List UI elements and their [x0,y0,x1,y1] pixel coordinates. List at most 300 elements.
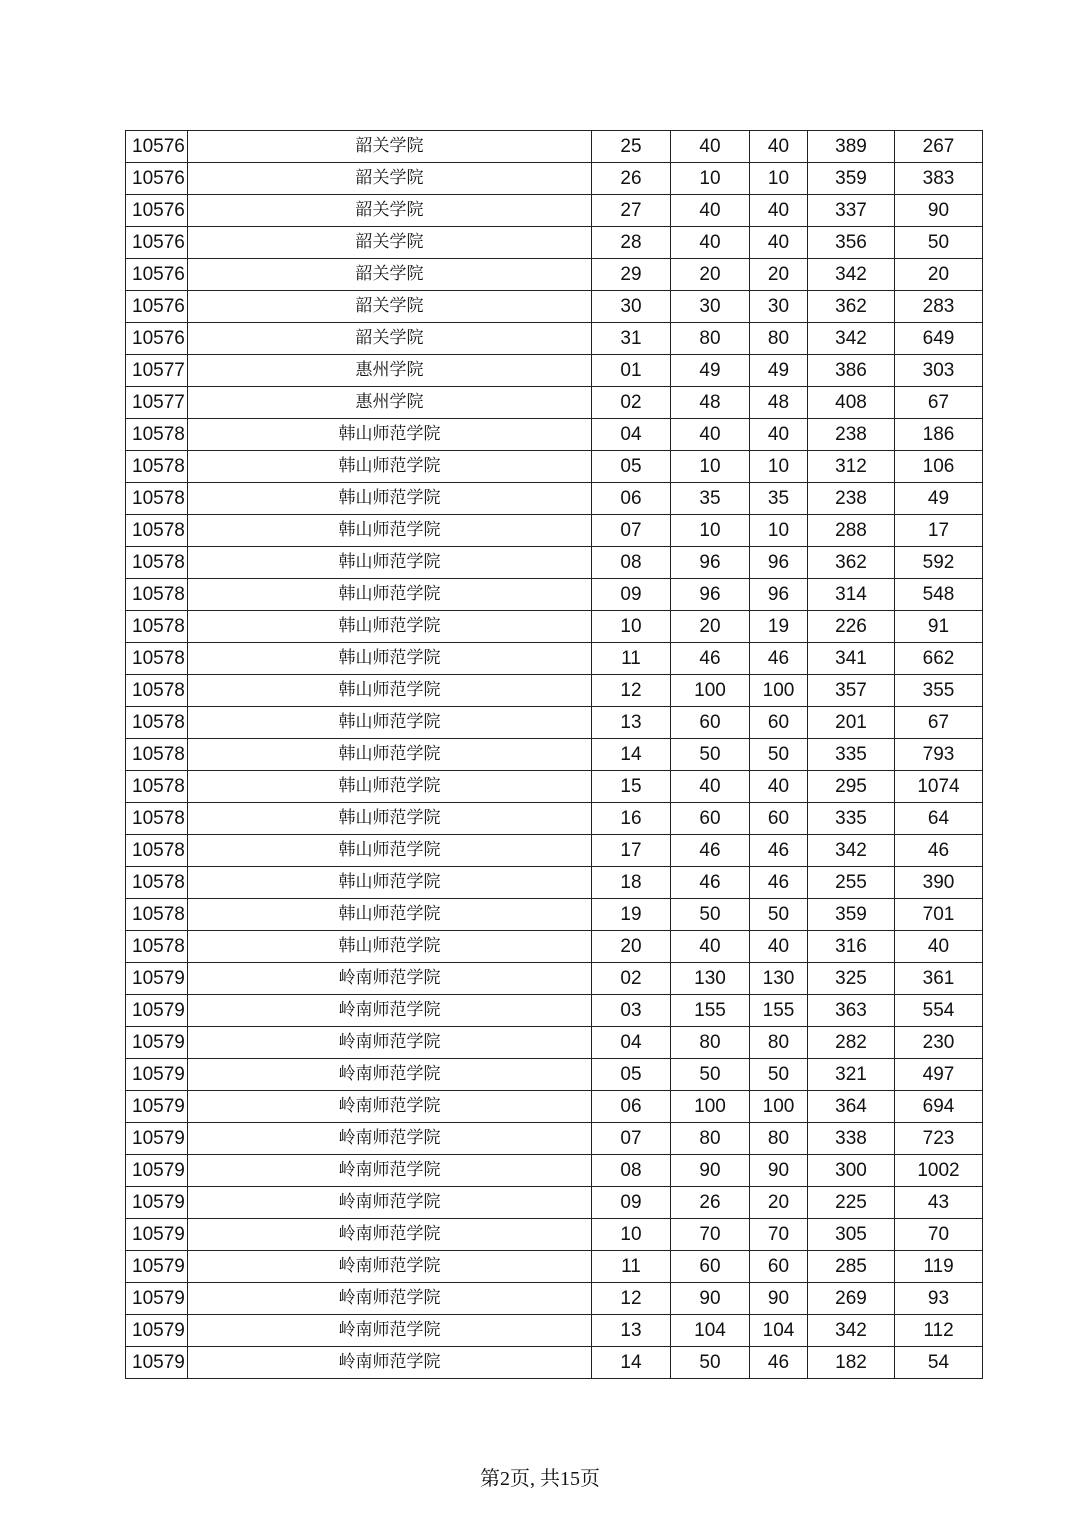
school-name-cell: 岭南师范学院 [188,1091,592,1123]
major-code-cell: 05 [592,451,671,483]
school-code-cell: 10578 [126,483,188,515]
plan-count-cell: 46 [671,867,750,899]
admission-data-table [125,130,983,1379]
score-cell: 201 [808,707,895,739]
rank-cell: 701 [895,899,983,931]
rank-cell: 497 [895,1059,983,1091]
major-code-cell: 26 [592,163,671,195]
plan-count-cell: 40 [671,419,750,451]
table-row [126,1027,983,1059]
table-row [126,227,983,259]
score-cell: 225 [808,1187,895,1219]
school-name-cell: 韶关学院 [188,259,592,291]
school-code-cell: 10578 [126,771,188,803]
school-name-cell: 岭南师范学院 [188,1187,592,1219]
school-name-cell: 岭南师范学院 [188,1283,592,1315]
school-name-cell: 韩山师范学院 [188,739,592,771]
score-cell: 238 [808,483,895,515]
table-row [126,483,983,515]
score-cell: 342 [808,835,895,867]
score-cell: 282 [808,1027,895,1059]
school-name-cell: 韶关学院 [188,323,592,355]
plan-count-cell: 26 [671,1187,750,1219]
school-name-cell: 岭南师范学院 [188,1219,592,1251]
school-name-cell: 岭南师范学院 [188,1251,592,1283]
enrolled-count-cell: 100 [750,1091,808,1123]
school-name-cell: 韩山师范学院 [188,931,592,963]
school-code-cell: 10578 [126,611,188,643]
major-code-cell: 28 [592,227,671,259]
school-code-cell: 10578 [126,643,188,675]
rank-cell: 548 [895,579,983,611]
school-name-cell: 韩山师范学院 [188,419,592,451]
school-code-cell: 10579 [126,1251,188,1283]
plan-count-cell: 90 [671,1155,750,1187]
table-row [126,835,983,867]
school-code-cell: 10579 [126,1027,188,1059]
major-code-cell: 02 [592,387,671,419]
table-body [126,131,983,1379]
school-code-cell: 10579 [126,1155,188,1187]
school-code-cell: 10576 [126,259,188,291]
school-code-cell: 10578 [126,835,188,867]
enrolled-count-cell: 60 [750,707,808,739]
plan-count-cell: 10 [671,515,750,547]
table-row [126,995,983,1027]
major-code-cell: 04 [592,419,671,451]
major-code-cell: 19 [592,899,671,931]
table-row [126,899,983,931]
score-cell: 357 [808,675,895,707]
table-row [126,739,983,771]
rank-cell: 93 [895,1283,983,1315]
school-code-cell: 10578 [126,739,188,771]
rank-cell: 1002 [895,1155,983,1187]
score-cell: 314 [808,579,895,611]
score-cell: 285 [808,1251,895,1283]
table-row [126,1059,983,1091]
rank-cell: 793 [895,739,983,771]
rank-cell: 112 [895,1315,983,1347]
enrolled-count-cell: 20 [750,259,808,291]
table-row [126,867,983,899]
enrolled-count-cell: 49 [750,355,808,387]
table-row [126,1091,983,1123]
school-code-cell: 10579 [126,1283,188,1315]
major-code-cell: 31 [592,323,671,355]
major-code-cell: 29 [592,259,671,291]
table-row [126,1347,983,1379]
rank-cell: 64 [895,803,983,835]
table-row [126,1187,983,1219]
school-code-cell: 10578 [126,451,188,483]
major-code-cell: 12 [592,675,671,707]
score-cell: 255 [808,867,895,899]
score-cell: 386 [808,355,895,387]
school-code-cell: 10579 [126,1315,188,1347]
table-row [126,355,983,387]
plan-count-cell: 40 [671,131,750,163]
enrolled-count-cell: 40 [750,131,808,163]
school-code-cell: 10578 [126,419,188,451]
school-code-cell: 10578 [126,803,188,835]
plan-count-cell: 104 [671,1315,750,1347]
rank-cell: 49 [895,483,983,515]
score-cell: 300 [808,1155,895,1187]
enrolled-count-cell: 104 [750,1315,808,1347]
school-name-cell: 岭南师范学院 [188,1123,592,1155]
plan-count-cell: 46 [671,643,750,675]
enrolled-count-cell: 48 [750,387,808,419]
plan-count-cell: 50 [671,739,750,771]
school-code-cell: 10579 [126,1091,188,1123]
major-code-cell: 11 [592,1251,671,1283]
table-row [126,515,983,547]
table-row [126,163,983,195]
major-code-cell: 04 [592,1027,671,1059]
score-cell: 312 [808,451,895,483]
school-name-cell: 韶关学院 [188,195,592,227]
rank-cell: 106 [895,451,983,483]
table-row [126,547,983,579]
rank-cell: 694 [895,1091,983,1123]
enrolled-count-cell: 46 [750,643,808,675]
table-row [126,643,983,675]
plan-count-cell: 70 [671,1219,750,1251]
major-code-cell: 06 [592,483,671,515]
major-code-cell: 12 [592,1283,671,1315]
school-code-cell: 10576 [126,291,188,323]
rank-cell: 119 [895,1251,983,1283]
table-row [126,1219,983,1251]
enrolled-count-cell: 30 [750,291,808,323]
plan-count-cell: 80 [671,1123,750,1155]
plan-count-cell: 20 [671,611,750,643]
school-name-cell: 韩山师范学院 [188,483,592,515]
major-code-cell: 10 [592,611,671,643]
major-code-cell: 07 [592,515,671,547]
enrolled-count-cell: 130 [750,963,808,995]
major-code-cell: 13 [592,1315,671,1347]
plan-count-cell: 96 [671,547,750,579]
plan-count-cell: 60 [671,707,750,739]
score-cell: 408 [808,387,895,419]
score-cell: 269 [808,1283,895,1315]
school-name-cell: 岭南师范学院 [188,1027,592,1059]
table-row [126,291,983,323]
plan-count-cell: 48 [671,387,750,419]
school-name-cell: 韩山师范学院 [188,675,592,707]
plan-count-cell: 46 [671,835,750,867]
score-cell: 362 [808,291,895,323]
plan-count-cell: 80 [671,323,750,355]
enrolled-count-cell: 35 [750,483,808,515]
major-code-cell: 14 [592,739,671,771]
school-code-cell: 10577 [126,387,188,419]
rank-cell: 355 [895,675,983,707]
plan-count-cell: 40 [671,931,750,963]
school-name-cell: 韩山师范学院 [188,835,592,867]
school-code-cell: 10578 [126,899,188,931]
major-code-cell: 05 [592,1059,671,1091]
plan-count-cell: 80 [671,1027,750,1059]
school-name-cell: 韩山师范学院 [188,611,592,643]
major-code-cell: 06 [592,1091,671,1123]
score-cell: 356 [808,227,895,259]
plan-count-cell: 50 [671,899,750,931]
enrolled-count-cell: 155 [750,995,808,1027]
table-row [126,419,983,451]
rank-cell: 50 [895,227,983,259]
table-row [126,195,983,227]
enrolled-count-cell: 96 [750,579,808,611]
major-code-cell: 14 [592,1347,671,1379]
rank-cell: 230 [895,1027,983,1059]
table-row [126,1315,983,1347]
rank-cell: 554 [895,995,983,1027]
plan-count-cell: 20 [671,259,750,291]
enrolled-count-cell: 10 [750,515,808,547]
school-name-cell: 韩山师范学院 [188,899,592,931]
rank-cell: 662 [895,643,983,675]
school-name-cell: 韩山师范学院 [188,643,592,675]
school-code-cell: 10576 [126,195,188,227]
school-name-cell: 韩山师范学院 [188,515,592,547]
school-name-cell: 韶关学院 [188,131,592,163]
school-name-cell: 韩山师范学院 [188,803,592,835]
score-cell: 182 [808,1347,895,1379]
school-code-cell: 10578 [126,707,188,739]
score-cell: 288 [808,515,895,547]
enrolled-count-cell: 50 [750,899,808,931]
table-row [126,387,983,419]
major-code-cell: 11 [592,643,671,675]
enrolled-count-cell: 60 [750,1251,808,1283]
score-cell: 295 [808,771,895,803]
enrolled-count-cell: 19 [750,611,808,643]
school-name-cell: 韩山师范学院 [188,771,592,803]
table-row [126,803,983,835]
enrolled-count-cell: 40 [750,227,808,259]
school-name-cell: 惠州学院 [188,355,592,387]
table-row [126,131,983,163]
score-cell: 337 [808,195,895,227]
rank-cell: 67 [895,387,983,419]
enrolled-count-cell: 50 [750,1059,808,1091]
plan-count-cell: 90 [671,1283,750,1315]
plan-count-cell: 40 [671,195,750,227]
table-row [126,1123,983,1155]
rank-cell: 592 [895,547,983,579]
rank-cell: 67 [895,707,983,739]
school-code-cell: 10579 [126,1123,188,1155]
enrolled-count-cell: 80 [750,1123,808,1155]
enrolled-count-cell: 20 [750,1187,808,1219]
major-code-cell: 13 [592,707,671,739]
enrolled-count-cell: 60 [750,803,808,835]
enrolled-count-cell: 46 [750,867,808,899]
school-code-cell: 10579 [126,1347,188,1379]
rank-cell: 283 [895,291,983,323]
score-cell: 362 [808,547,895,579]
plan-count-cell: 50 [671,1059,750,1091]
plan-count-cell: 96 [671,579,750,611]
school-code-cell: 10577 [126,355,188,387]
rank-cell: 649 [895,323,983,355]
table-row [126,451,983,483]
enrolled-count-cell: 40 [750,771,808,803]
plan-count-cell: 60 [671,803,750,835]
table-row [126,931,983,963]
enrolled-count-cell: 46 [750,835,808,867]
school-code-cell: 10578 [126,579,188,611]
table-row [126,707,983,739]
rank-cell: 17 [895,515,983,547]
school-name-cell: 岭南师范学院 [188,963,592,995]
school-name-cell: 韩山师范学院 [188,707,592,739]
rank-cell: 40 [895,931,983,963]
enrolled-count-cell: 80 [750,323,808,355]
school-code-cell: 10579 [126,1219,188,1251]
major-code-cell: 16 [592,803,671,835]
school-code-cell: 10576 [126,227,188,259]
major-code-cell: 20 [592,931,671,963]
rank-cell: 90 [895,195,983,227]
enrolled-count-cell: 90 [750,1283,808,1315]
school-code-cell: 10579 [126,1187,188,1219]
score-cell: 321 [808,1059,895,1091]
school-code-cell: 10578 [126,931,188,963]
score-cell: 335 [808,803,895,835]
score-cell: 342 [808,259,895,291]
score-cell: 226 [808,611,895,643]
rank-cell: 1074 [895,771,983,803]
plan-count-cell: 40 [671,771,750,803]
major-code-cell: 15 [592,771,671,803]
score-cell: 389 [808,131,895,163]
school-name-cell: 韩山师范学院 [188,451,592,483]
rank-cell: 390 [895,867,983,899]
score-cell: 338 [808,1123,895,1155]
rank-cell: 361 [895,963,983,995]
enrolled-count-cell: 46 [750,1347,808,1379]
table-row [126,579,983,611]
enrolled-count-cell: 10 [750,163,808,195]
rank-cell: 54 [895,1347,983,1379]
school-name-cell: 韶关学院 [188,163,592,195]
major-code-cell: 10 [592,1219,671,1251]
enrolled-count-cell: 40 [750,931,808,963]
enrolled-count-cell: 90 [750,1155,808,1187]
major-code-cell: 09 [592,579,671,611]
plan-count-cell: 50 [671,1347,750,1379]
major-code-cell: 17 [592,835,671,867]
rank-cell: 91 [895,611,983,643]
enrolled-count-cell: 50 [750,739,808,771]
enrolled-count-cell: 70 [750,1219,808,1251]
plan-count-cell: 30 [671,291,750,323]
score-cell: 364 [808,1091,895,1123]
school-code-cell: 10579 [126,995,188,1027]
score-cell: 325 [808,963,895,995]
school-code-cell: 10576 [126,163,188,195]
school-name-cell: 岭南师范学院 [188,1155,592,1187]
table-row [126,771,983,803]
table-row [126,1283,983,1315]
school-code-cell: 10576 [126,323,188,355]
school-code-cell: 10578 [126,675,188,707]
score-cell: 305 [808,1219,895,1251]
major-code-cell: 08 [592,1155,671,1187]
rank-cell: 43 [895,1187,983,1219]
school-name-cell: 岭南师范学院 [188,1315,592,1347]
enrolled-count-cell: 40 [750,419,808,451]
school-code-cell: 10576 [126,131,188,163]
plan-count-cell: 100 [671,675,750,707]
school-name-cell: 韶关学院 [188,291,592,323]
school-name-cell: 惠州学院 [188,387,592,419]
rank-cell: 70 [895,1219,983,1251]
page-footer: 第2页, 共15页 [480,1468,600,1490]
table-row [126,259,983,291]
plan-count-cell: 49 [671,355,750,387]
plan-count-cell: 60 [671,1251,750,1283]
score-cell: 359 [808,899,895,931]
plan-count-cell: 155 [671,995,750,1027]
plan-count-cell: 40 [671,227,750,259]
school-name-cell: 韶关学院 [188,227,592,259]
school-name-cell: 岭南师范学院 [188,1059,592,1091]
enrolled-count-cell: 10 [750,451,808,483]
major-code-cell: 02 [592,963,671,995]
plan-count-cell: 10 [671,163,750,195]
score-cell: 316 [808,931,895,963]
school-name-cell: 岭南师范学院 [188,995,592,1027]
table-row [126,1155,983,1187]
school-name-cell: 韩山师范学院 [188,579,592,611]
major-code-cell: 08 [592,547,671,579]
score-cell: 342 [808,1315,895,1347]
plan-count-cell: 100 [671,1091,750,1123]
major-code-cell: 18 [592,867,671,899]
score-cell: 342 [808,323,895,355]
rank-cell: 267 [895,131,983,163]
table-row [126,611,983,643]
table-row [126,1251,983,1283]
rank-cell: 20 [895,259,983,291]
plan-count-cell: 10 [671,451,750,483]
rank-cell: 303 [895,355,983,387]
school-code-cell: 10579 [126,1059,188,1091]
table-row [126,323,983,355]
score-cell: 238 [808,419,895,451]
major-code-cell: 07 [592,1123,671,1155]
school-name-cell: 韩山师范学院 [188,867,592,899]
school-code-cell: 10579 [126,963,188,995]
rank-cell: 186 [895,419,983,451]
rank-cell: 723 [895,1123,983,1155]
rank-cell: 383 [895,163,983,195]
major-code-cell: 03 [592,995,671,1027]
school-code-cell: 10578 [126,515,188,547]
enrolled-count-cell: 100 [750,675,808,707]
plan-count-cell: 130 [671,963,750,995]
school-name-cell: 岭南师范学院 [188,1347,592,1379]
school-name-cell: 韩山师范学院 [188,547,592,579]
score-cell: 335 [808,739,895,771]
score-cell: 341 [808,643,895,675]
school-code-cell: 10578 [126,867,188,899]
